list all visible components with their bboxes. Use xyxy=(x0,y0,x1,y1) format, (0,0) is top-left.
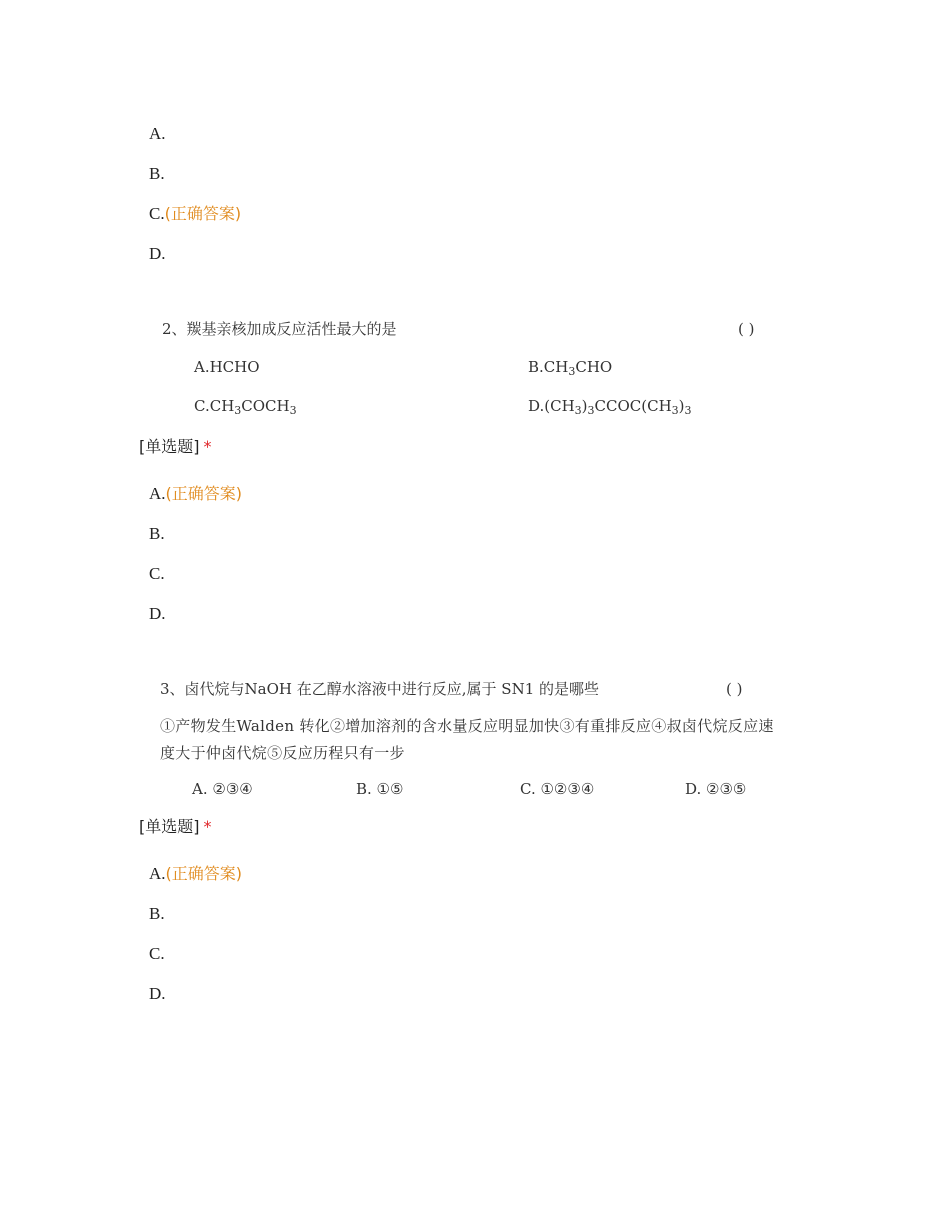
q2-option-c[interactable] xyxy=(149,564,165,584)
q2-choice-b: $B.CH_3CHO$ xyxy=(528,358,613,378)
required-mark: * xyxy=(203,437,212,456)
option-label: C. xyxy=(149,944,165,963)
q2-answer-paren: ( ) xyxy=(738,320,755,338)
question-type-label: [单选题] xyxy=(139,437,200,456)
q1-option-d[interactable] xyxy=(149,244,166,264)
option-label: D. xyxy=(149,984,166,1003)
correct-answer-tag: (正确答案) xyxy=(165,484,243,503)
q3-statement-line-2: 度大于仲卤代烷⑤反应历程只有一步 xyxy=(160,744,405,762)
correct-answer-tag: (正确答案) xyxy=(164,204,242,223)
required-mark: * xyxy=(203,817,212,836)
q1-option-a[interactable] xyxy=(149,124,166,144)
option-label: D. xyxy=(149,604,166,623)
q3-choice-d: D. ②③⑤ xyxy=(685,780,747,798)
correct-answer-tag: (正确答案) xyxy=(165,864,243,883)
q3-question-type xyxy=(139,817,212,837)
option-label: A. xyxy=(149,484,166,503)
q3-stem: 3、卤代烷与NaOH 在乙醇水溶液中进行反应,属于 SN1 的是哪些 xyxy=(160,680,600,698)
q3-option-a[interactable] xyxy=(149,864,242,884)
q2-choice-d: $D.(CH_3)_3CCOC(CH_3)_3$ xyxy=(528,397,692,417)
q3-option-d[interactable] xyxy=(149,984,166,1004)
q2-option-d[interactable] xyxy=(149,604,166,624)
option-label: A. xyxy=(149,864,166,883)
q3-choice-a: A. ②③④ xyxy=(192,780,253,798)
q3-answer-paren: ( ) xyxy=(726,680,743,698)
option-label: D. xyxy=(149,244,166,263)
q2-stem: 2、羰基亲核加成反应活性最大的是 xyxy=(162,320,397,338)
option-label: B. xyxy=(149,164,165,183)
q2-question-type xyxy=(139,437,212,457)
q1-option-b[interactable] xyxy=(149,164,165,184)
q3-option-b[interactable] xyxy=(149,904,165,924)
q2-choice-c: $C.CH_3COCH_3$ xyxy=(194,397,297,417)
q2-choice-a: A.HCHO xyxy=(194,358,260,376)
q3-statement-line-1: ①产物发生Walden 转化②增加溶剂的含水量反应明显加快③有重排反应④叔卤代烷反应速 xyxy=(160,717,774,735)
q1-option-c[interactable] xyxy=(149,204,241,224)
q3-choice-b: B. ①⑤ xyxy=(356,780,404,798)
q3-option-c[interactable] xyxy=(149,944,165,964)
question-type-label: [单选题] xyxy=(139,817,200,836)
option-label: B. xyxy=(149,524,165,543)
option-label: C. xyxy=(149,564,165,583)
option-label: A. xyxy=(149,124,166,143)
q2-option-b[interactable] xyxy=(149,524,165,544)
option-label: B. xyxy=(149,904,165,923)
q3-choice-c: C. ①②③④ xyxy=(520,780,595,798)
q2-option-a[interactable] xyxy=(149,484,242,504)
option-label: C. xyxy=(149,204,165,223)
